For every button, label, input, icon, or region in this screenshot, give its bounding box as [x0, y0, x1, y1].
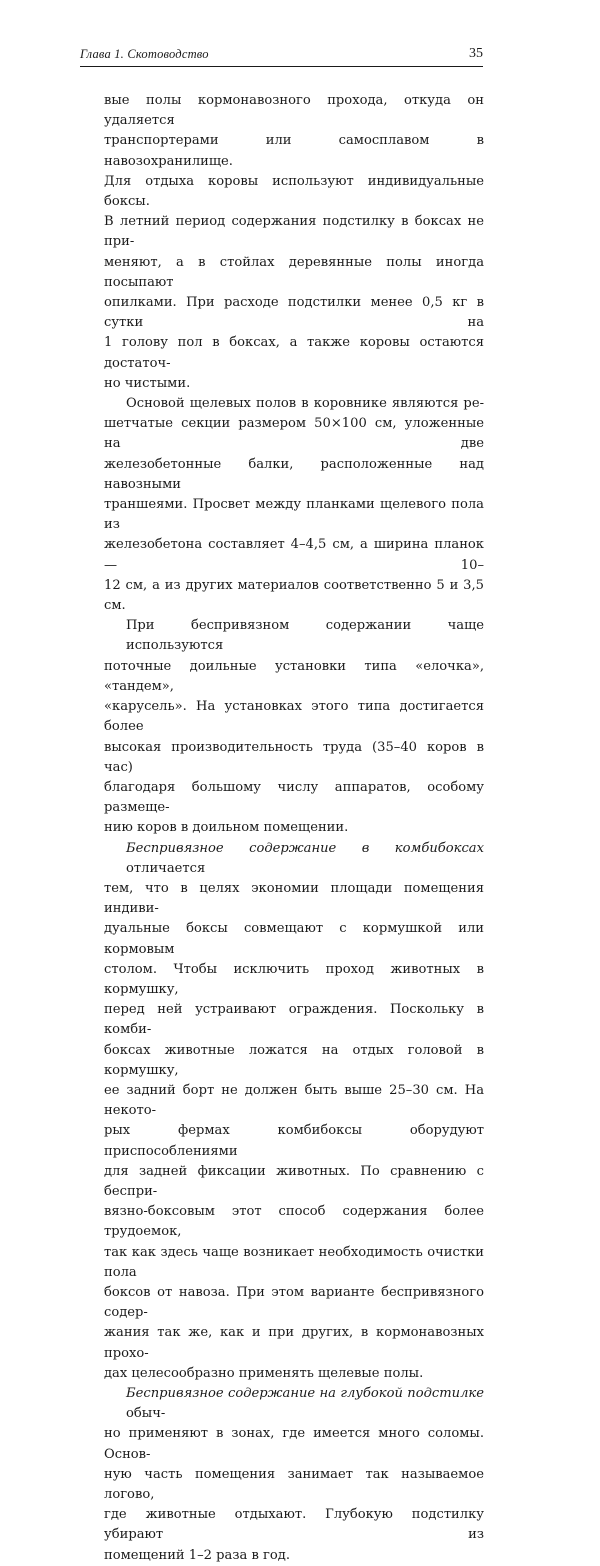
header-rule: [80, 66, 483, 67]
page-number: 35: [469, 46, 483, 61]
page-header: [80, 44, 483, 66]
text-line: [104, 839, 484, 879]
text-line: столом. Чтобы исключить проход животных в кормушку,: [104, 961, 484, 997]
text-line: меняют, а в стойлах деревянные полы иногда посыпают: [104, 254, 484, 290]
text-line: 1 голову пол в боксах, а также коровы остаются достаточ-: [104, 335, 484, 371]
text-line: где животные отдыхают. Глубокую подстилку убирают из: [104, 1507, 484, 1543]
text-line: ее задний борт не должен быть выше 25–30 см. На некото-: [104, 1082, 484, 1119]
text-line: [104, 1384, 484, 1424]
text-line: вязно-боксовым этот способ содержания более трудоемок,: [104, 1204, 484, 1240]
text-line: железобетона составляет 4–4,5 см, а ширина планок — 10–: [104, 537, 484, 573]
text-line: боксах животные ложатся на отдых головой в кормушку,: [104, 1042, 484, 1078]
text-line: «карусель». На установках этого типа достигается более: [104, 699, 484, 735]
italic-term: Беспривязное содержание в комбибоксах: [126, 840, 484, 856]
text-line: дуальные боксы совмещают с кормушкой или кормовым: [104, 921, 484, 957]
text-line: перед ней устраивают ограждения. Поскольку в комби-: [104, 1002, 484, 1038]
page-body: [104, 91, 484, 1566]
text-line: транспортерами или самосплавом в навозохранилище.: [104, 133, 484, 169]
text-line: высокая производительность труда (35–40 коров в час): [104, 739, 484, 775]
text-line: для задней фиксации животных. По сравнению с беспри-: [104, 1163, 484, 1199]
text-line: боксов от навоза. При этом варианте беспривязного содер-: [104, 1284, 484, 1321]
italic-term: Беспривязное содержание на глубокой подстилке: [126, 1386, 484, 1401]
paragraph-4: [104, 839, 484, 1384]
text-line: помещений 1–2 раза в год.: [104, 1547, 290, 1563]
text-line: вые полы кормонавозного прохода, откуда он удаляется: [104, 93, 484, 129]
text-line: дах целесообразно применять щелевые полы.: [104, 1365, 424, 1381]
text-line: Для отдыха коровы используют индивидуальные боксы.: [104, 173, 484, 210]
text-line: ную часть помещения занимает так называемое логово,: [104, 1466, 484, 1503]
text-run: обыч-: [126, 1406, 166, 1422]
paragraph-1: [104, 91, 484, 394]
text-line: благодаря большому числу аппаратов, особому размеще-: [104, 779, 484, 816]
text-line: Основой щелевых полов в коровнике являются ре-: [126, 396, 484, 412]
text-line: железобетонные балки, расположенные над навозными: [104, 456, 484, 492]
text-line: тем, что в целях экономии площади помещения индиви-: [104, 880, 484, 917]
paragraph-2: [104, 394, 484, 616]
text-line: так как здесь чаще возникает необходимость очистки пола: [104, 1244, 484, 1280]
text-line: опилками. При расходе подстилки менее 0,5 кг в сутки на: [104, 295, 484, 331]
paragraph-5: [104, 1384, 484, 1566]
text-line: При беспривязном содержании чаще используются: [126, 618, 484, 654]
text-run: отличается: [126, 860, 206, 876]
text-line: но применяют в зонах, где имеется много соломы. Основ-: [104, 1426, 484, 1462]
paragraph-3: [104, 616, 484, 838]
text-line: траншеями. Просвет между планками щелевого пола из: [104, 497, 484, 533]
text-line: нию коров в доильном помещении.: [104, 820, 349, 836]
text-line: но чистыми.: [104, 375, 191, 391]
text-line: В летний период содержания подстилку в боксах не при-: [104, 214, 484, 250]
text-line: поточные доильные установки типа «елочка», «тандем»,: [104, 658, 484, 694]
chapter-title: Глава 1. Скотоводство: [80, 47, 209, 61]
text-line: рых фермах комбибоксы оборудуют приспособлениями: [104, 1123, 484, 1159]
text-line: шетчатые секции размером 50×100 см, уложенные на две: [104, 416, 484, 452]
text-line: 12 см, а из других материалов соответственно 5 и 3,5 см.: [104, 577, 484, 614]
text-line: жания так же, как и при других, в кормонавозных прохо-: [104, 1325, 484, 1361]
